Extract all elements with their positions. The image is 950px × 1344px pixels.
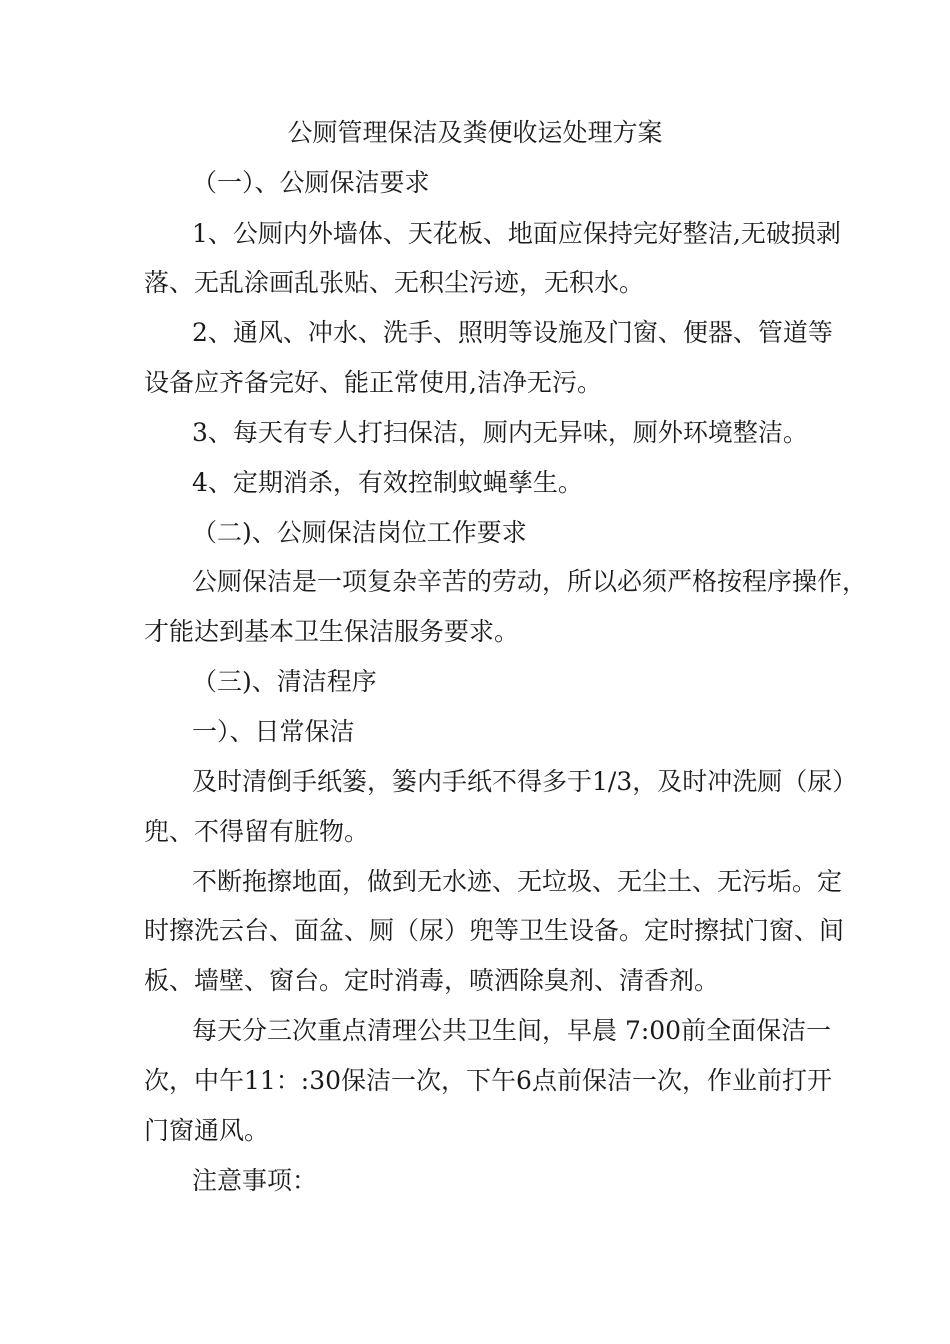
- paragraph-line: 每天分三次重点清理公共卫生间，早晨 7:00前全面保洁一: [192, 1016, 832, 1045]
- paragraph-line: 板、墙壁、窗台。定时消毒，喷洒除臭剂、清香剂。: [144, 966, 720, 995]
- paragraph-line: 才能达到基本卫生保洁服务要求。: [144, 617, 520, 646]
- paragraph-line: 次，中午11：:30保洁一次，下午6点前保洁一次，作业前打开: [144, 1066, 832, 1095]
- paragraph-line: 落、无乱涂画乱张贴、无积尘污迹，无积水。: [144, 268, 645, 297]
- paragraph-line: 2、通风、冲水、洗手、照明等设施及门窗、便器、管道等: [192, 318, 833, 347]
- paragraph-line: 时擦洗云台、面盆、厕（尿）兜等卫生设备。定时擦拭门窗、间: [144, 916, 845, 945]
- paragraph-line: 门窗通风。: [144, 1116, 270, 1145]
- document-title: 公厕管理保洁及粪便收运处理方案: [287, 118, 663, 147]
- paragraph-line: 4、定期消杀，有效控制蚊蝇孳生。: [192, 468, 583, 497]
- paragraph-line: 3、每天有专人打扫保洁，厕内无异味，厕外环境整洁。: [192, 418, 808, 447]
- paragraph-line: 1、公厕内外墙体、天花板、地面应保持完好整洁,无破损剥: [192, 219, 841, 248]
- paragraph-line: 设备应齐备完好、能正常使用,洁净无污。: [144, 368, 602, 397]
- section-heading-1: （一）、公厕保洁要求: [192, 168, 430, 197]
- paragraph-line: 不断拖擦地面，做到无水迹、无垃圾、无尘土、无污垢。定: [192, 867, 843, 896]
- paragraph-line: 及时清倒手纸篓，篓内手纸不得多于1/3，及时冲洗厕（尿）: [192, 767, 858, 796]
- section-heading-2: （二)、公厕保洁岗位工作要求: [192, 518, 527, 547]
- paragraph-line: 公厕保洁是一项复杂辛苦的劳动，所以必须严格按程序操作，: [192, 567, 868, 596]
- subsection-heading: 一）、日常保洁: [192, 717, 355, 746]
- notes-heading: 注意事项：: [192, 1166, 318, 1195]
- section-heading-3: （三)、清洁程序: [192, 667, 377, 696]
- paragraph-line: 兜、不得留有脏物。: [144, 817, 370, 846]
